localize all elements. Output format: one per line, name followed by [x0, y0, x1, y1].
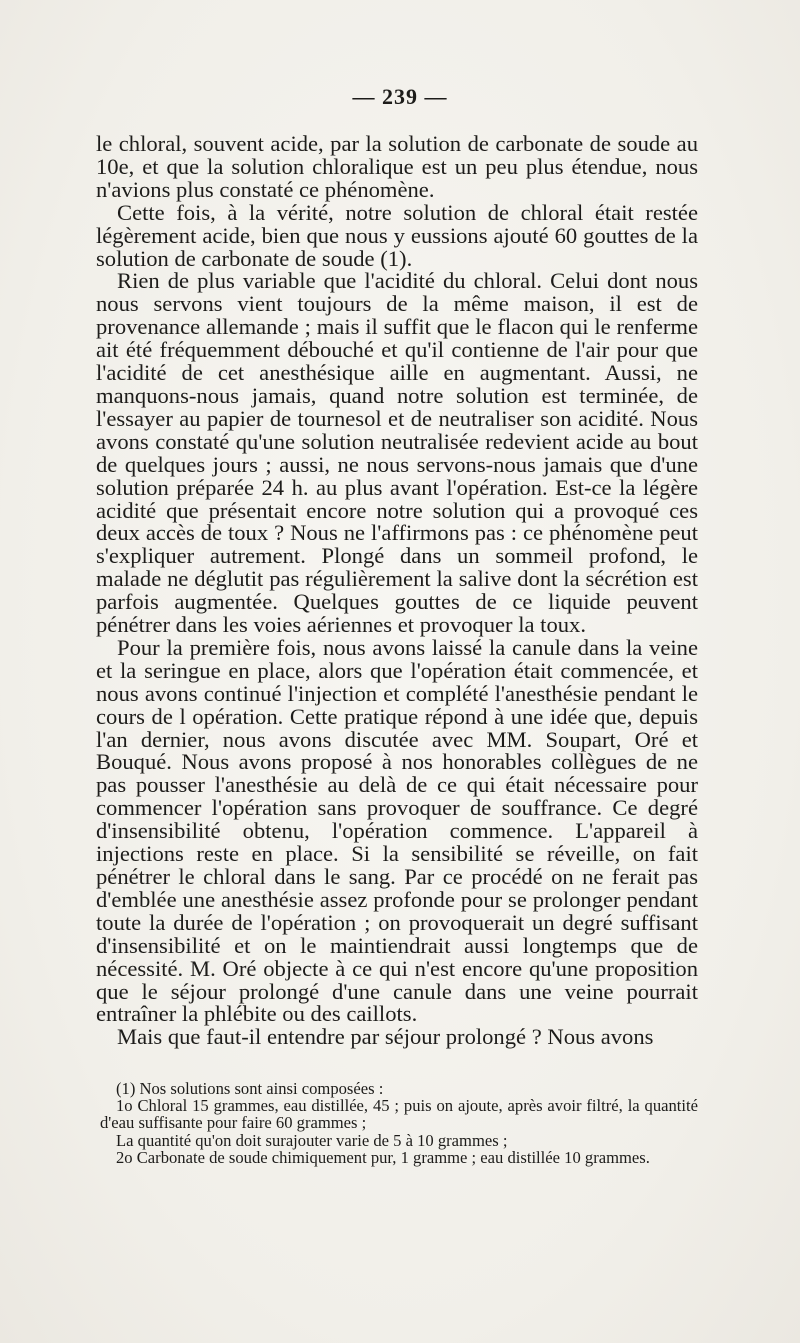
footnote-4: 2o Carbonate de soude chimiquement pur, 1 gramme ; eau distillée 10 grammes.: [116, 1147, 650, 1167]
page-number: — 239 —: [352, 84, 448, 109]
paragraph-5: Mais que faut-il entendre par séjour prolongé ? Nous avons: [117, 1024, 654, 1050]
footnote-3: La quantité qu'on doit surajouter varie de 5 à 10 grammes ;: [116, 1130, 508, 1150]
paragraph-2: Cette fois, à la vérité, notre solution de chloral était restée légèrement acide, bien que nous y eussions ajouté 60 gouttes de la solution de carbonate de soude (1).: [96, 199, 698, 271]
footnote-2: 1o Chloral 15 grammes, eau distillée, 45 ; puis on ajoute, après avoir filtré, la quantité d'eau suffisante pour faire 60 grammes ;: [100, 1096, 698, 1133]
paragraph-1: le chloral, souvent acide, par la solution de carbonate de soude au 10e, et que la solution chloralique est un peu plus étendue, nous n'avions plus constaté ce phénomène.: [96, 131, 698, 202]
main-text: [96, 133, 698, 1049]
footnotes: [100, 1080, 698, 1166]
footnote-separator: [320, 1056, 326, 1057]
footnote-1: (1) Nos solutions sont ainsi composées :: [116, 1079, 384, 1098]
paragraph-3: Rien de plus variable que l'acidité du chloral. Celui dont nous nous servons vient toujours de la même maison, il est de provenance allemande ; mais il suffit que le flacon qui le renferme ait été fréquemment débouché et qu'il contienne de l'air pour que l'acidité de cet anesthésique aille en augmentant. Aussi, ne manquons-nous jamais, quand notre solution est terminée, de l'essayer au papier de tournesol et de neutraliser son acidité. Nous avons constaté qu'une solution neutralisée redevient acide au bout de quelques jours ; aussi, ne nous servons-nous jamais que d'une solution préparée 24 h. au plus avant l'opération. Est-ce la légère acidité que présentait encore notre solution qui a provoqué ces deux accès de toux ? Nous ne l'affirmons pas : ce phénomène peut s'expliquer autrement. Plongé dans un sommeil profond, le malade ne déglutit pas régulièrement la salive dont la sécrétion est parfois augmentée. Quelques gouttes de ce liquide peuvent pénétrer dans les voies aériennes et provoquer la toux.: [96, 268, 698, 638]
paragraph-4: Pour la première fois, nous avons laissé la canule dans la veine et la seringue en place, alors que l'opération était commencée, et nous avons continué l'injection et complété l'anesthésie pendant le cours de l opération. Cette pratique répond à une idée que, depuis l'an dernier, nous avons discutée avec MM. Soupart, Oré et Bouqué. Nous avons proposé à nos honorables collègues de ne pas pousser l'anesthésie au delà de ce qui était nécessaire pour commencer l'opération sans provoquer de souffrance. Ce degré d'insensibilité obtenu, l'opération commence. L'appareil à injections reste en place. Si la sensibilité se réveille, on fait pénétrer le chloral dans le sang. Par ce procédé on ne ferait pas d'emblée une anesthésie assez profonde pour se prolonger pendant toute la durée de l'opération ; on provoquerait un degré suffisant d'insensibilité et on le maintiendrait aussi longtemps que de nécessité. M. Oré objecte à ce qui n'est encore qu'une proposition que le séjour prolongé d'une canule dans une veine pourrait entraîner la phlébite ou des caillots.: [96, 634, 698, 1027]
